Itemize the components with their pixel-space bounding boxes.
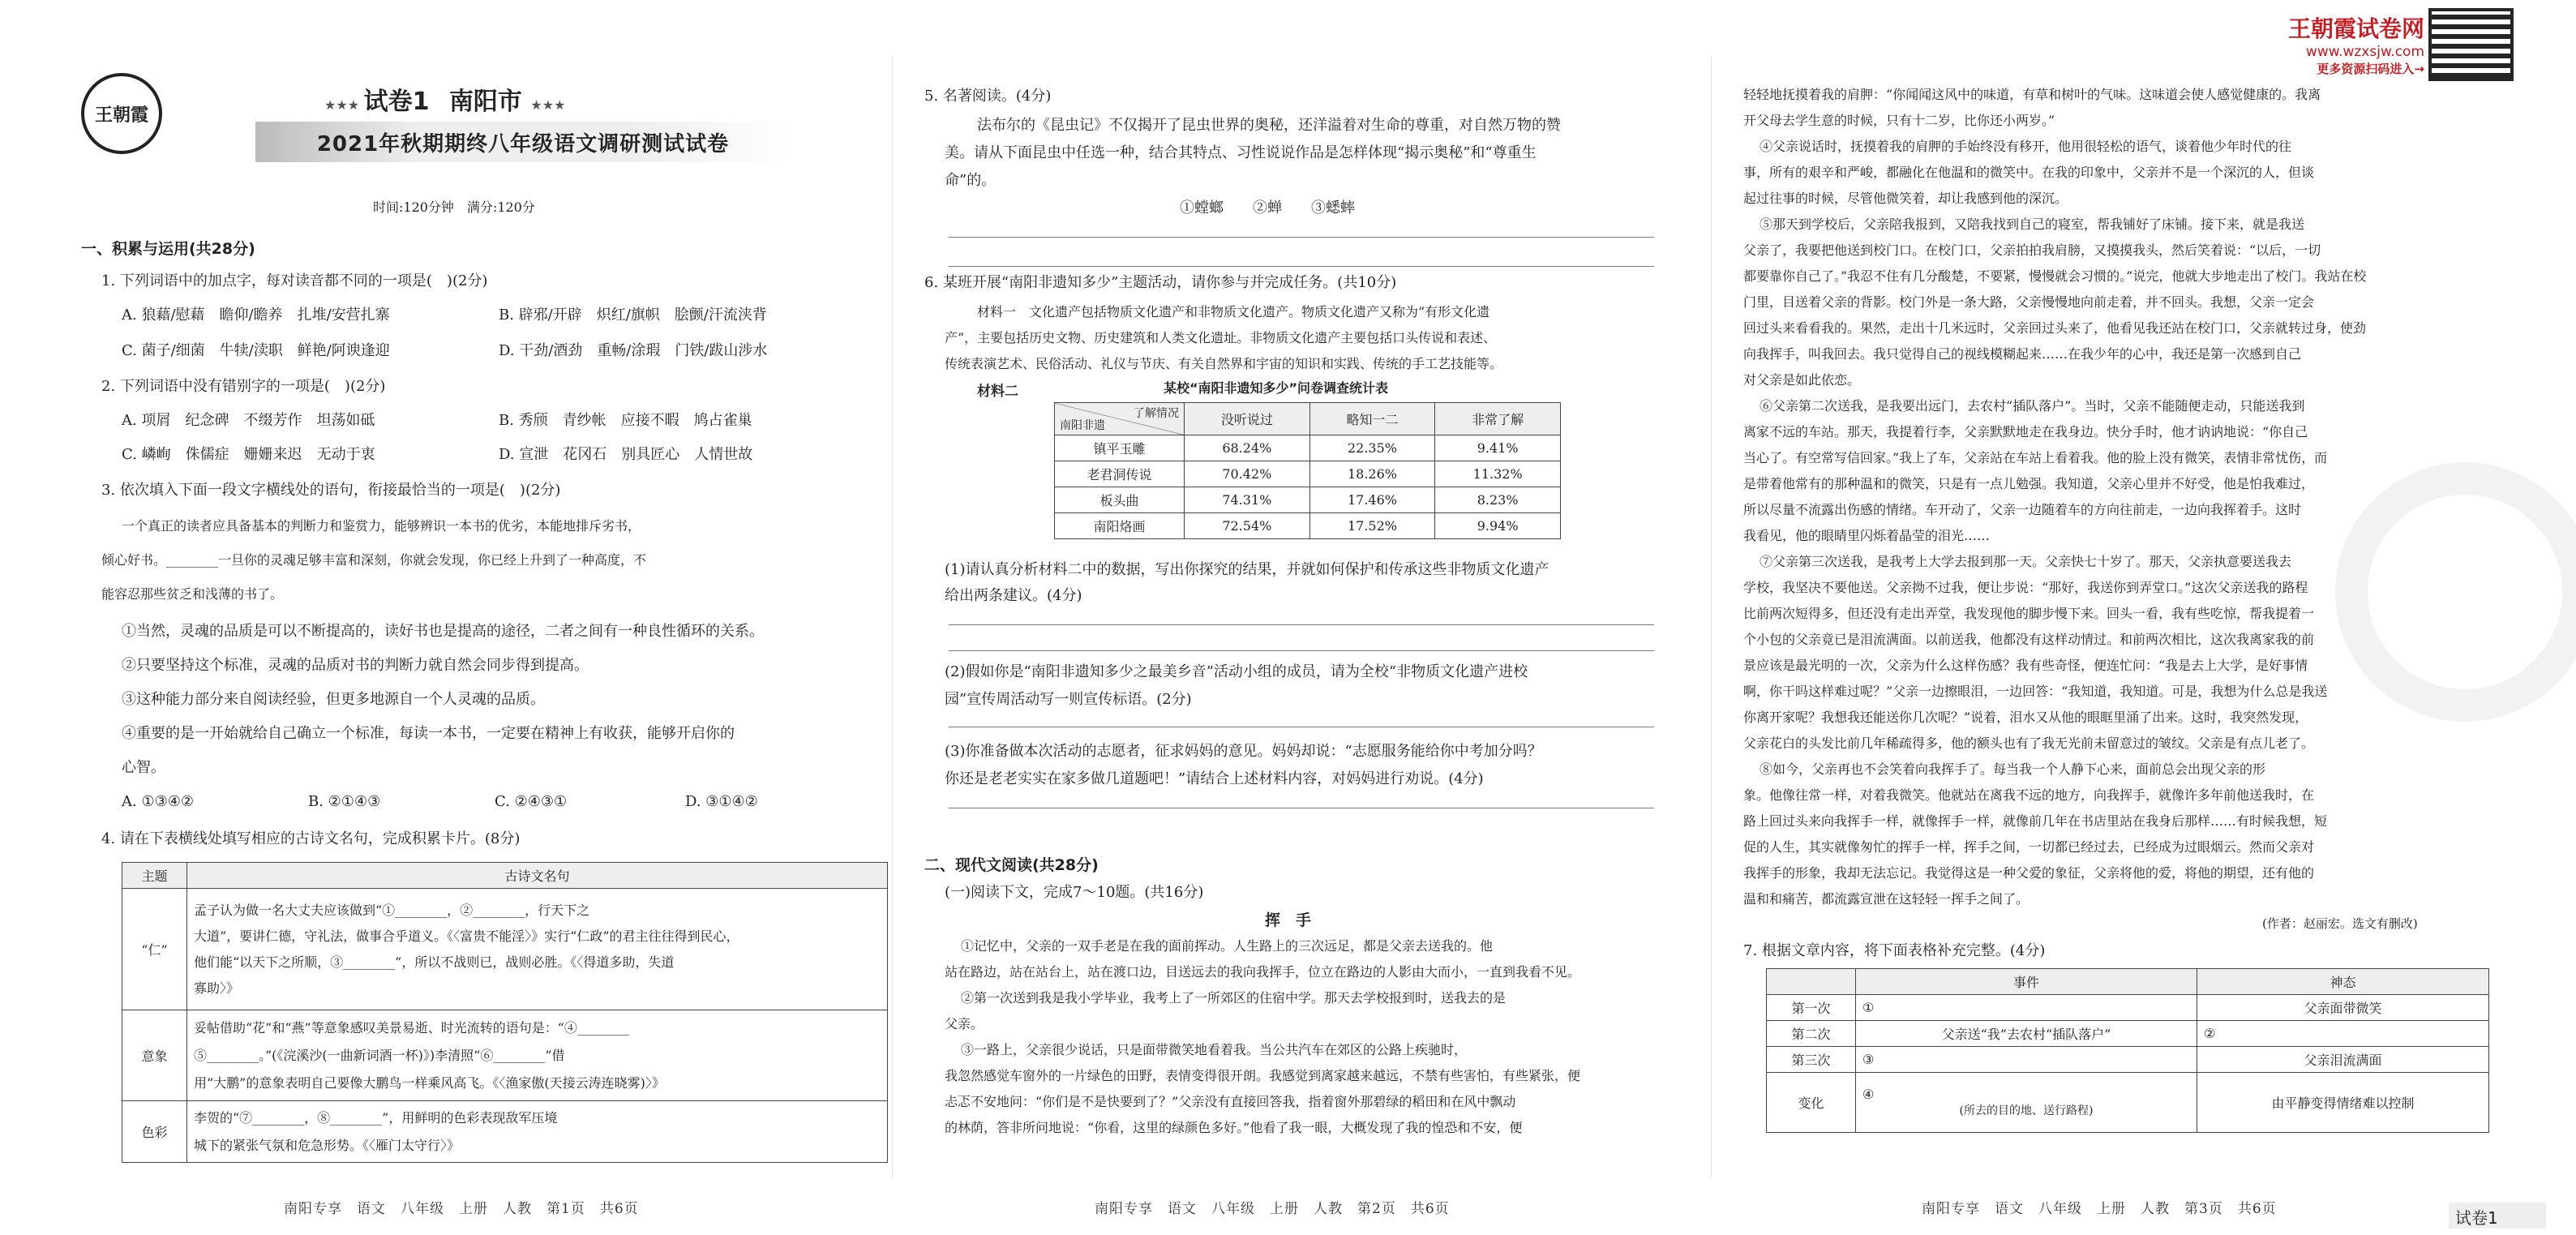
q7-expression: 父亲泪流满面 [2197, 1047, 2489, 1073]
article-line: 所以尽量不流露出伤感的情绪。车开动了，父亲一边随着车的方向往前走，一边向我挥着手。这时 [1743, 502, 2302, 517]
q4-row2-line[interactable]: ⑤________。”(《浣溪沙(一曲新词酒一杯)》)李清照“⑥________”借 [194, 1047, 565, 1063]
q3-sentence-1: ①当然，灵魂的品质是可以不断提高的，读好书也是提高的途径，二者之间有一种良性循环的关系。 [122, 623, 764, 640]
page-1-footer: 南阳专享 语文 八年级 上册 人教 第1页 共6页 [284, 1201, 639, 1217]
q7-event: 父亲送“我”去农村“插队落户” [1856, 1021, 2197, 1047]
question-3: 3. 依次填入下面一段文字横线处的语句，衔接最恰当的一项是( )(2分) [101, 482, 561, 499]
q7-answer-cell[interactable]: ③ [1856, 1047, 2197, 1073]
q3-option-d[interactable]: D. ③①④② [685, 793, 758, 810]
q1-option-b[interactable]: B. 辟邪/开辟 炽红/旗帜 脍颤/汗流浃背 [499, 307, 767, 324]
article-line: 父亲了，我要把他送到校门口。在校门口，父亲拍拍我肩膀，又摸摸我头，然后笑着说：“以后，一切 [1743, 242, 2321, 258]
reading-1-heading: (一)阅读下文，完成7～10题。(共16分) [945, 884, 1204, 901]
survey-item: 老君洞传说 [1055, 461, 1185, 487]
q4-header-quotes: 古诗文名句 [187, 863, 888, 889]
q4-card-table [122, 862, 888, 1163]
article-line: 是带着他常有的那种温和的微笑，只是有一点儿勉强。我知道，父亲心里并不好受，他是怕我难过， [1743, 476, 2315, 491]
article-line: 都要靠你自己了。”我忍不住有几分酸楚，不要紧，慢慢就会习惯的。”说完，他就大步地走出了校门。我站在校 [1743, 268, 2367, 284]
article-line: 开父母去学生意的时候，只有十二岁，比你还小两岁。” [1743, 113, 2055, 128]
survey-value: 9.94% [1435, 513, 1561, 539]
q4-row3-line[interactable]: 李贺的“⑦________，⑧________”，用鲜明的色彩表现敌军压境 [194, 1109, 558, 1126]
article-line: 我挥手的形象，我却无法忘记。我觉得这是一种父爱的象征，父亲将他的爱，将他的期望，还有他的 [1743, 865, 2315, 881]
q5-text-line: 法布尔的《昆虫记》不仅揭开了昆虫世界的奥秘，还洋溢着对生命的尊重，对自然万物的赞 [977, 117, 1561, 134]
survey-value: 11.32% [1435, 461, 1561, 487]
section-1-heading: 一、积累与运用(共28分) [81, 240, 255, 258]
page-3-footer: 南阳专享 语文 八年级 上册 人教 第3页 共6页 [1922, 1201, 2277, 1217]
article-line: 起过往事的时候，尽管他微笑着，却让我感到他的深沉。 [1743, 191, 2068, 206]
question-4: 4. 请在下表横线处填写相应的古诗文名句，完成积累卡片。(8分) [101, 830, 521, 847]
material-2-label: 材料二 [977, 384, 1018, 400]
q7-answer-cell[interactable]: ② [2197, 1021, 2489, 1047]
q2-option-b[interactable]: B. 秀颀 青纱帐 应接不暇 鸠占雀巢 [499, 412, 752, 429]
survey-item: 镇平玉雕 [1055, 435, 1185, 461]
q6-part-3-cont: 你还是老老实实在家多做几道题吧！”请结合上述材料内容，对妈妈进行劝说。(4分) [945, 770, 1484, 787]
answer-line[interactable] [949, 624, 1654, 625]
article-line: 父亲花白的头发比前几年稀疏得多，他的额头也有了我无光前未留意过的皱纹。父亲是有点儿老了。 [1743, 735, 2315, 751]
survey-value: 17.52% [1309, 513, 1435, 539]
q3-sentence-4-cont: 心智。 [122, 759, 165, 776]
article-line: 啊，你干吗这样难过呢？”父亲一边擦眼泪，一边回答：“我知道，我知道。可是，我想为什么总是我送 [1743, 684, 2328, 699]
brand-url[interactable]: www.wzxsjw.com [2305, 44, 2424, 60]
article-line: 当心了。有空常写信回家。”我上了车，父亲站在车站上看着我。他的脸上没有微笑，表情非常忧伤，而 [1743, 450, 2328, 465]
q7-row-label: 第三次 [1767, 1047, 1856, 1073]
exam-title: 2021年秋期期终八年级语文调研测试试卷 [255, 122, 791, 162]
article-line: 事，所有的艰辛和严峻，都融化在他温和的微笑中。在我的印象中，父亲并不是一个深沉的人，但谈 [1743, 165, 2315, 180]
article-line: ③一路上，父亲很少说话，只是面带微笑地看着我。当公共汽车在郊区的公路上疾驰时， [961, 1042, 1468, 1057]
article-line: ⑤那天到学校后，父亲陪我报到，又陪我找到自己的寝室，帮我铺好了床铺。接下来，就是我送 [1759, 217, 2305, 232]
brand-slogan: 更多资源扫码进入→ [2317, 62, 2424, 76]
answer-line[interactable] [949, 266, 1654, 267]
q7-header-expression: 神态 [2197, 969, 2489, 995]
q3-passage-line: 能容忍那些贫乏和浅薄的书了。 [101, 586, 284, 602]
survey-value: 22.35% [1309, 435, 1435, 461]
survey-value: 8.23% [1435, 487, 1561, 513]
q7-answer-hint: (所去的目的地、送行路程) [1959, 1104, 2094, 1117]
q7-row-label: 第二次 [1767, 1021, 1856, 1047]
q1-option-c[interactable]: C. 菌子/细菌 牛犊/渎职 鲜艳/阿谀逢迎 [122, 342, 390, 359]
q7-expression: 由平静变得情绪难以控制 [2197, 1073, 2489, 1133]
survey-col-header: 没听说过 [1185, 403, 1310, 435]
q6-part-2-cont: 园”宣传周活动写一则宣传标语。(2分) [945, 691, 1192, 708]
article-line: 对父亲是如此依恋。 [1743, 372, 1861, 388]
article-line: ⑧如今，父亲再也不会笑着向我挥手了。每当我一个人静下心来，面前总会出现父亲的形 [1759, 761, 2266, 777]
article-line: 门里，目送着父亲的背影。校门外是一条大路，父亲慢慢地向前走着，并不回头。我想，父亲一定会 [1743, 294, 2315, 310]
q3-option-b[interactable]: B. ②①④③ [308, 793, 381, 810]
q7-row-label: 变化 [1767, 1073, 1856, 1133]
q4-theme-ren: “仁” [122, 889, 187, 1010]
survey-corner-top: 了解情况 [1134, 407, 1179, 420]
q6-part-2: (2)假如你是“南阳非遗知多少之最美乡音”活动小组的成员，请为全校“非物质文化遗产进校 [945, 663, 1528, 680]
article-line: 温和和痛苦，都流露宣泄在这轻轻一挥手之间了。 [1743, 891, 2030, 907]
q5-text-line: 美。请从下面昆虫中任选一种，结合其特点、习性说说作品是怎样体现“揭示奥秘”和“尊重生 [945, 144, 1537, 161]
question-6: 6. 某班开展“南阳非遗知多少”主题活动，请你参与并完成任务。(共10分) [924, 274, 1397, 291]
q3-sentence-3: ③这种能力部分来自阅读经验，但更多地源自一个人灵魂的品质。 [122, 691, 545, 708]
article-line: ②第一次送到我是我小学毕业，我考上了一所郊区的住宿中学。那天去学校报到时，送我去的是 [961, 990, 1507, 1006]
survey-corner-cell [1055, 403, 1185, 435]
q4-theme-color: 色彩 [122, 1101, 187, 1163]
article-title: 挥 手 [1265, 911, 1312, 929]
answer-line[interactable] [949, 650, 1654, 651]
q2-option-d[interactable]: D. 宣泄 花冈石 别具匠心 人情世故 [499, 446, 753, 463]
q6-part-3: (3)你准备做本次活动的志愿者，征求妈妈的意见。妈妈却说：“志愿服务能给你中考加分吗？ [945, 743, 1542, 760]
article-line: 路上回过头来向我挥手一样，就像挥手一样，就像前几年在书店里站在我身后那样……有时候我想，短 [1743, 813, 2328, 829]
survey-item: 板头曲 [1055, 487, 1185, 513]
material-1-line: 传统表演艺术、民俗活动、礼仪与节庆、有关自然界和宇宙的知识和实践、传统的手工艺技能等。 [945, 356, 1503, 371]
q7-table [1766, 968, 2489, 1133]
material-1-line: 材料一 文化遗产包括物质文化遗产和非物质文化遗产。物质文化遗产又称为“有形文化遗 [977, 304, 1490, 319]
survey-row [1055, 513, 1561, 539]
article-line: ⑥父亲第二次送我，是我要出远门，去农村“插队落户”。当时，父亲不能随便走动，只能送我到 [1759, 398, 2305, 414]
survey-value: 70.42% [1185, 461, 1310, 487]
article-line: ①记忆中，父亲的一双手老是在我的面前挥动。人生路上的三次远足，都是父亲去送我的。他 [961, 938, 1494, 954]
section-2-heading: 二、现代文阅读(共28分) [924, 856, 1099, 874]
survey-value: 17.46% [1309, 487, 1435, 513]
article-line: 站在路边，站在站台上，站在渡口边，目送远去的我向我挥手，位立在路边的人影由大而小，一直到我看不见。 [945, 964, 1581, 980]
q7-header-event: 事件 [1856, 969, 2197, 995]
q3-passage-line: 一个真正的读者应具备基本的判断力和鉴赏力，能够辨识一本书的优劣，本能地排斥劣书， [122, 518, 641, 534]
article-line: ⑦父亲第三次送我，是我考上大学去报到那一天。父亲快七十岁了。那天，父亲执意要送我去 [1759, 554, 2292, 569]
page-2 [924, 0, 1670, 1235]
article-line: 的林荫，答非所问地说：“你看，这里的绿颜色多好。”他看了我一眼，大概发现了我的惶恐和不安，便 [945, 1120, 1523, 1135]
survey-value: 74.31% [1185, 487, 1310, 513]
exam-time: 时间:120分钟 满分:120分 [373, 199, 535, 215]
survey-col-header: 略知一二 [1309, 403, 1435, 435]
q6-part-1-cont: 给出两条建议。(4分) [945, 587, 1082, 604]
page-3 [1743, 0, 2498, 1235]
exam-series: 试卷1 [363, 88, 430, 116]
exam-city: 南阳市 [448, 88, 522, 116]
q7-answer-cell[interactable] [1856, 1073, 2197, 1133]
article-line: 我看见，他的眼睛里闪烁着晶莹的泪光…… [1743, 528, 1991, 543]
survey-corner-bottom: 南阳非遗 [1060, 419, 1105, 432]
survey-value: 68.24% [1185, 435, 1310, 461]
q3-passage-line: 倾心好书。________一旦你的灵魂足够丰富和深刻，你就会发现，你已经上升到了一种高度，不 [101, 552, 647, 568]
q3-sentence-2: ②只要坚持这个标准，灵魂的品质对书的判断力就自然会同步得到提高。 [122, 657, 589, 674]
star-icon: ★★★ [324, 97, 364, 113]
q5-text-line: 命”的。 [945, 172, 997, 189]
column-divider [892, 57, 893, 1178]
answer-line[interactable] [949, 237, 1654, 238]
star-icon: ★★★ [530, 97, 566, 113]
article-line: 向我挥手，叫我回去。我只觉得自己的视线模糊起来……在我少年的心中，我还是第一次感到自己 [1743, 346, 2302, 362]
survey-value: 72.54% [1185, 513, 1310, 539]
q4-row2-line[interactable]: 妥帖借助“花”和“燕”等意象感叹美景易逝、时光流转的语句是：“④________ [194, 1019, 629, 1036]
q7-row-label: 第一次 [1767, 995, 1856, 1021]
article-line: 回过头来看看我的。果然，走出十几米远时，父亲回过头来了，他看见我还站在校门口，父亲就转过身，使劲 [1743, 320, 2367, 336]
article-line: 比前两次短得多，但还没有走出弄堂，我发现他的脚步慢下来。回头一看，我有些吃惊，帮我提着一 [1743, 606, 2315, 621]
article-line: 忐忑不安地问：“你们是不是快要到了？”父亲没有直接回答我，指着窗外那碧绿的稻田和在风中飘动 [945, 1094, 1516, 1109]
question-7: 7. 根据文章内容，将下面表格补充完整。(4分) [1743, 942, 2046, 959]
q3-option-c[interactable]: C. ②④③① [495, 793, 568, 810]
survey-table [1054, 402, 1561, 539]
q6-part-1: (1)请认真分析材料二中的数据，写出你探究的结果，并就如何保护和传承这些非物质文化遗产 [945, 561, 1549, 578]
article-line: ④父亲说话时，抚摸着我的肩胛的手始终没有移开，他用很轻松的语气，谈着他少年时代的往 [1759, 139, 2292, 154]
column-divider [1711, 57, 1712, 1178]
question-5: 5. 名著阅读。(4分) [924, 88, 1052, 105]
q1-option-d[interactable]: D. 干劲/酒劲 重畅/涂瑕 门铁/跋山涉水 [499, 342, 768, 359]
survey-table-title: 某校“南阳非遗知多少”问卷调查统计表 [1164, 380, 1389, 396]
survey-row [1055, 487, 1561, 513]
q4-row1-line[interactable]: 孟子认为做一名大丈夫应该做到“①________，②________，行天下之 [194, 902, 590, 918]
q3-sentence-4: ④重要的是一开始就给自己确立一个标准，每读一本书，一定要在精神上有收获，能够开启你的 [122, 725, 735, 742]
q7-answer-cell[interactable]: ① [1856, 995, 2197, 1021]
logo [81, 73, 162, 154]
q3-option-a[interactable]: A. ①③④② [122, 793, 194, 810]
article-line: 轻轻地抚摸着我的肩胛：“你闻闻这风中的味道，有草和树叶的气味。这味道会使人感觉健康的。我离 [1743, 87, 2321, 102]
survey-row [1055, 461, 1561, 487]
q2-option-a[interactable]: A. 项屑 纪念碑 不缀芳作 坦荡如砥 [122, 412, 375, 429]
q2-option-c[interactable]: C. 嶙峋 侏儒症 姗姗来迟 无动于衷 [122, 446, 375, 463]
logo-text: 王朝霞 [94, 104, 148, 126]
material-1-line: 产”，主要包括历史文物、历史建筑和人类文化遗址。非物质文化遗产主要包括口头传说和表述、 [945, 330, 1497, 345]
question-1: 1. 下列词语中的加点字，每对读音都不同的一项是( )(2分) [101, 272, 488, 289]
article-source: (作者：赵丽宏。选文有删改) [2262, 916, 2418, 931]
survey-item: 南阳烙画 [1055, 513, 1185, 539]
q4-theme-imagery: 意象 [122, 1010, 187, 1101]
q4-row1-line: 寡助〉》 [194, 980, 240, 996]
q4-header-theme: 主题 [122, 863, 187, 889]
exam-series-heading [324, 81, 565, 117]
paper-tag-label: 试卷1 [2455, 1208, 2498, 1228]
article-line: 个小包的父亲竟已是泪流满面。以前送我，他都没有这样动情过。和前两次相比，这次我离家我的前 [1743, 632, 2315, 647]
q4-row1-line: 大道”，要讲仁德，守礼法，做事合乎道义。《〈富贵不能淫〉》实行“仁政”的君主往往得到民心， [194, 928, 739, 944]
q7-expression: 父亲面带微笑 [2197, 995, 2489, 1021]
survey-value: 9.41% [1435, 435, 1561, 461]
question-2: 2. 下列词语中没有错别字的一项是( )(2分) [101, 378, 386, 395]
paper-tag [2449, 1203, 2546, 1229]
q4-row2-line: 用“大鹏”的意象表明自己要像大鹏鸟一样乘风高飞。《〈渔家傲(天接云涛连晓雾)〉》 [194, 1074, 665, 1091]
article-line: 离家不远的车站。那天，我提着行李，父亲默默地走在我身边。快分手时，他才讷讷地说：“你自己 [1743, 424, 2308, 440]
q1-option-a[interactable]: A. 狼藉/慰藉 瞻仰/瞻养 扎堆/安营扎寨 [122, 307, 390, 324]
article-line: 象。他像往常一样，对着我微笑。他就站在离我不远的地方，向我挥手，就像许多年前他送我时，在 [1743, 787, 2315, 803]
q7-answer-number: ④ [1862, 1087, 1875, 1102]
article-line: 促的人生，其实就像匆忙的挥手一样，挥手之间，一切都已经过去，已经成为过眼烟云。然而父亲对 [1743, 839, 2315, 855]
article-line: 我忽然感觉车窗外的一片绿色的田野，表情变得很开朗。我感觉到离家越来越远，不禁有些害怕，有些紧张，便 [945, 1068, 1581, 1083]
page-2-footer: 南阳专享 语文 八年级 上册 人教 第2页 共6页 [1095, 1201, 1450, 1217]
survey-col-header: 非常了解 [1435, 403, 1561, 435]
article-line: 景应该是最光明的一次，父亲为什么这样伤感？我有些奇怪，便连忙问：“我是去上大学，是好事情 [1743, 658, 2308, 673]
page-1 [81, 0, 859, 1235]
survey-value: 18.26% [1309, 461, 1435, 487]
q4-row3-line: 城下的紧张气氛和危急形势。《〈雁门太守行〉》 [194, 1137, 461, 1153]
article-line: 学校，我坚决不要他送。父亲拗不过我，便让步说：“那好，我送你到弄堂口。”这次父亲送我的路程 [1743, 580, 2308, 595]
brand-name: 王朝霞试卷网 [2287, 15, 2424, 42]
q5-insect-options: ①螳螂 ②蝉 ③蟋蟀 [1180, 199, 1355, 217]
article-line: 父亲。 [945, 1016, 984, 1031]
article-line: 你离开家呢？我想我还能送你几次呢？”说着，泪水又从他的眼眶里涌了出来。这时，我突然发现， [1743, 710, 2308, 725]
q4-row1-line[interactable]: 他们能“以天下之所顺，③________”，所以不战则已，战则必胜。《〈得道多助，失道 [194, 954, 675, 970]
survey-row [1055, 435, 1561, 461]
